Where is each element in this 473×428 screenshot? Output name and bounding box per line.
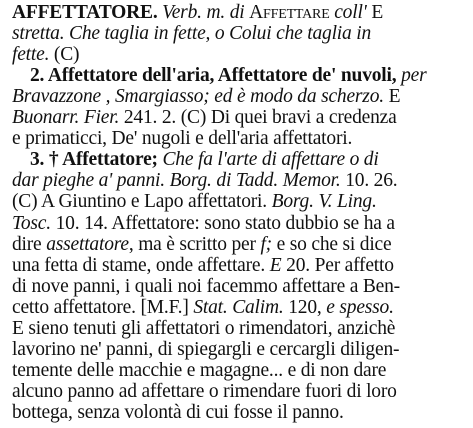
text-run: Stat. Calim.	[193, 296, 284, 318]
text-run: 120,	[283, 296, 327, 318]
entry-line	[12, 44, 79, 66]
text-run: temente delle macchie e magagne... e di non dare	[12, 359, 387, 381]
text-run: (C)	[49, 44, 80, 66]
text-run: stretta. Che taglia in fette, o Colui che taglia in	[12, 23, 372, 45]
entry-line	[12, 86, 400, 108]
entry-line	[12, 381, 397, 403]
text-run: E sieno tenuti gli affettatori o rimendatori, anzichè	[12, 317, 396, 339]
text-run: E	[269, 254, 282, 276]
text-run: Tosc.	[12, 212, 51, 234]
text-run: fette.	[12, 44, 50, 66]
text-run: 2.	[30, 65, 48, 87]
text-run: E	[366, 2, 384, 23]
text-run: e primaticci, De' nugoli e dell'aria affettatori.	[12, 128, 353, 150]
text-run: dire	[12, 233, 47, 255]
entry-line	[12, 339, 399, 361]
entry-line	[12, 170, 397, 192]
text-run: Affettare	[249, 2, 330, 23]
text-run: 10. 26.	[340, 170, 398, 192]
text-run: E	[383, 86, 401, 108]
entry-line	[12, 2, 383, 24]
entry-line	[30, 149, 379, 171]
entry-line	[12, 360, 386, 382]
text-run: lavorino ne' panni, di spiegargli e cercargli diligen-	[12, 338, 400, 360]
text-run: Che fa l'arte di affettare o di	[157, 149, 379, 171]
text-run: Borg. V. Ling.	[271, 191, 377, 213]
text-run: 20. Per affetto	[281, 254, 394, 276]
text-run: 241. 2. (C) Di quei bravi a credenza	[119, 107, 397, 129]
entry-line	[12, 234, 391, 256]
text-run: una fetta di stame, onde affettare.	[12, 254, 270, 276]
text-run: e so che si dice	[271, 233, 392, 255]
entry-line	[12, 402, 344, 424]
text-run: per	[396, 65, 427, 87]
entry-line	[12, 23, 371, 45]
text-run: alcuno panno ad affettare o rimendare fuori di loro	[12, 380, 397, 402]
text-run: Affettatore;	[62, 149, 158, 171]
text-run: , ma è scritto per	[128, 233, 261, 255]
text-run: di nove panni, i quali noi facemmo affettare a Ben-	[12, 275, 400, 297]
entry-line	[12, 107, 397, 129]
entry-line	[12, 276, 400, 298]
text-run: dar pieghe a' panni. Borg. di Tadd. Memor.	[12, 170, 341, 192]
text-run: AFFETTATORE.	[12, 2, 158, 23]
text-run: coll'	[329, 2, 367, 23]
entry-line	[12, 318, 395, 340]
entry-line	[12, 255, 394, 277]
text-run: Buonarr. Fier.	[12, 107, 120, 129]
text-run: e spesso.	[326, 296, 394, 318]
text-run: bottega, senza volontà di cui fosse il panno.	[12, 401, 344, 423]
entry-line	[12, 191, 377, 213]
entry-line	[12, 213, 395, 235]
entry-line	[12, 297, 394, 319]
entry-line	[12, 128, 352, 150]
text-run: (C) A Giuntino e Lapo affettatori.	[12, 191, 272, 213]
text-run: Bravazzone , Smargiasso; ed è modo da scherzo.	[12, 86, 384, 108]
text-run: 3. †	[30, 149, 63, 171]
text-run: Verb. m. di	[157, 2, 250, 23]
text-run: Affettatore dell'aria, Affettatore de' nuvoli,	[47, 65, 397, 87]
text-run: assettatore	[46, 233, 129, 255]
text-run: cetto affettatore. [M.F.]	[12, 296, 194, 318]
text-run: 10. 14. Affettatore: sono stato dubbio se ha a	[50, 212, 395, 234]
text-run: f;	[260, 233, 272, 255]
entry-line	[30, 65, 426, 87]
